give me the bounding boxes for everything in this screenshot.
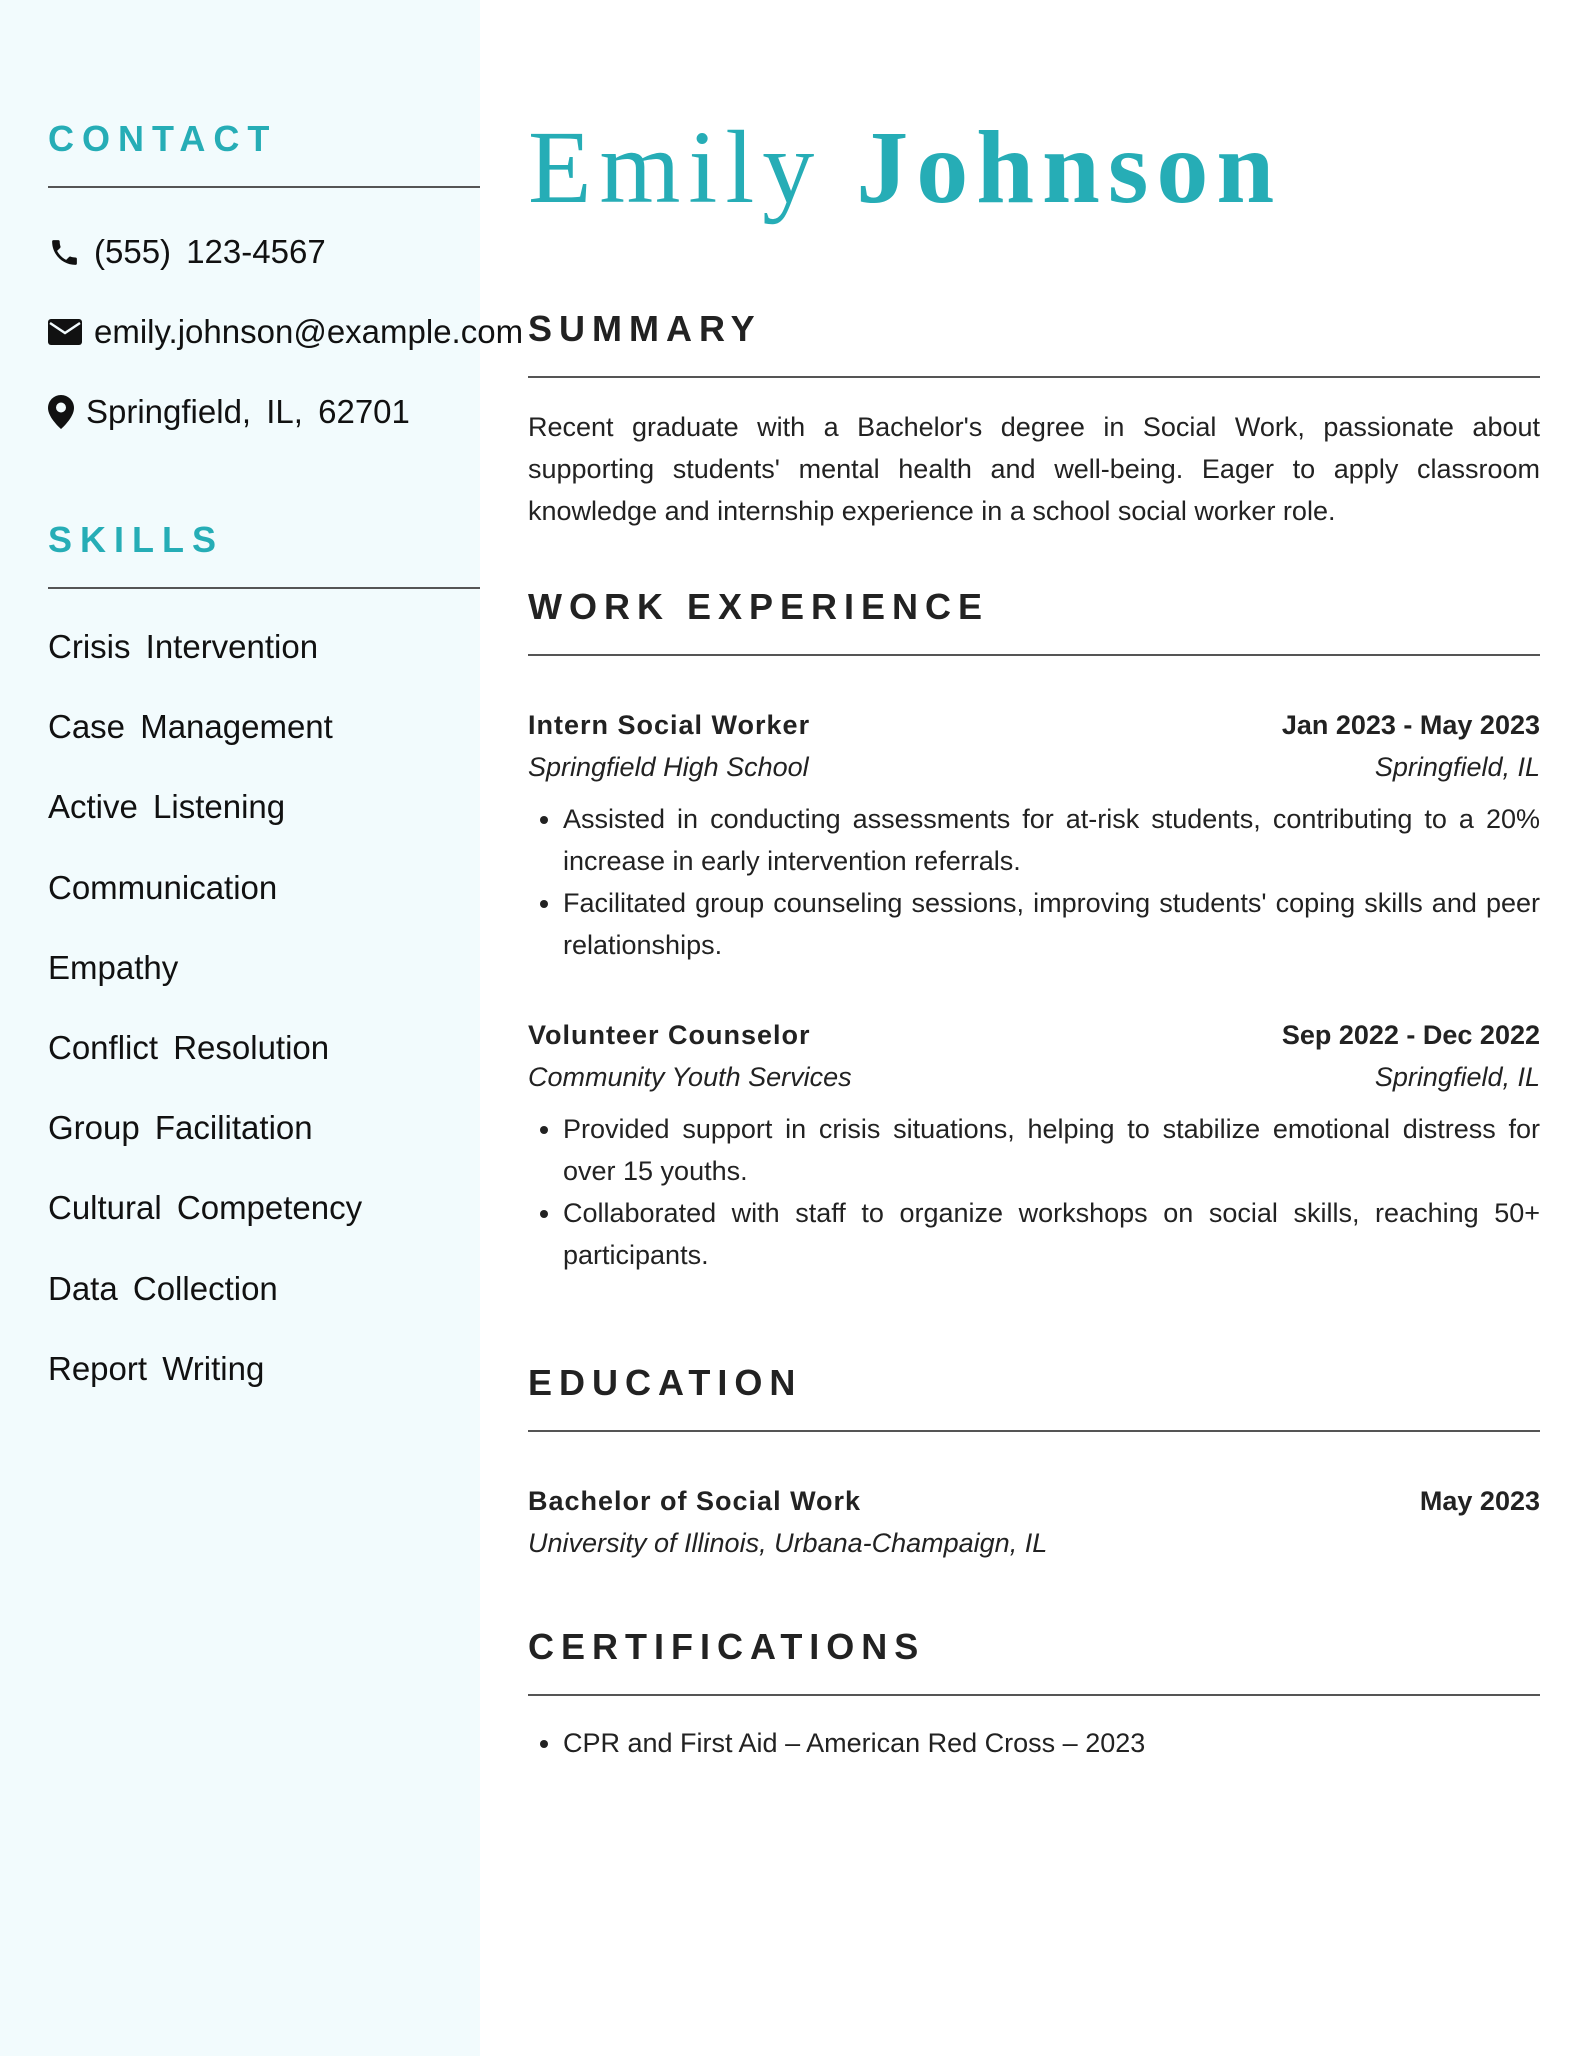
education-entry <box>528 1480 1540 1564</box>
certifications-section <box>528 1626 1540 1764</box>
certifications-heading: CERTIFICATIONS <box>528 1626 926 1667</box>
education-heading: EDUCATION <box>528 1362 803 1403</box>
experience-divider <box>528 654 1540 656</box>
education-divider <box>528 1430 1540 1432</box>
skill-item: Case Management <box>48 708 333 746</box>
contact-list <box>48 212 524 452</box>
job-entry <box>528 704 1540 966</box>
skill-item: Report Writing <box>48 1349 265 1387</box>
sidebar <box>0 0 524 2056</box>
certifications-list <box>528 1722 1540 1764</box>
candidate-name <box>528 108 1282 228</box>
skill-item: Conflict Resolution <box>48 1028 330 1066</box>
summary-heading: SUMMARY <box>528 308 762 349</box>
contact-location <box>48 372 480 452</box>
degree-title: Bachelor of Social Work <box>528 1486 862 1516</box>
skills-section <box>48 519 480 1409</box>
first-name: Emily <box>528 110 823 225</box>
skill-item: Communication <box>48 868 278 906</box>
summary-divider <box>528 376 1540 378</box>
certifications-divider <box>528 1694 1540 1696</box>
job-bullets <box>528 798 1540 966</box>
skills-list <box>48 607 480 1409</box>
contact-divider <box>48 186 480 188</box>
job-location: Springfield, IL <box>1374 752 1540 782</box>
job-dates: Sep 2022 - Dec 2022 <box>1281 1020 1540 1050</box>
contact-email-text: emily.johnson@example.com <box>94 313 524 350</box>
contact-location-text: Springfield, IL, 62701 <box>86 393 410 430</box>
skills-heading: SKILLS <box>48 519 225 560</box>
last-name: Johnson <box>856 110 1283 225</box>
certification-item: • CPR and First Aid – American Red Cross – 2023 <box>563 1722 1540 1764</box>
skill-item: Group Facilitation <box>48 1109 313 1147</box>
skill-item: Active Listening <box>48 788 286 826</box>
job-organization: Community Youth Services <box>528 1062 852 1092</box>
skills-divider <box>48 587 480 589</box>
contact-phone-text: (555) 123-4567 <box>94 233 326 270</box>
job-entry <box>528 1014 1540 1276</box>
job-title: Volunteer Counselor <box>528 1020 811 1050</box>
map-pin-icon <box>48 392 86 432</box>
phone-icon <box>48 232 94 272</box>
bullet-item: • Facilitated group counseling sessions, improving students' coping skills and peer relationships. <box>563 882 1540 966</box>
skill-item: Empathy <box>48 948 179 986</box>
summary-section <box>528 308 1540 532</box>
job-location: Springfield, IL <box>1374 1062 1540 1092</box>
skill-item: Cultural Competency <box>48 1189 363 1227</box>
skill-item: Data Collection <box>48 1269 278 1307</box>
experience-heading: WORK EXPERIENCE <box>528 586 990 627</box>
contact-phone[interactable] <box>48 212 480 292</box>
bullet-item: • Assisted in conducting assessments for at-risk students, contributing to a 20% increase in early intervention referrals. <box>563 798 1540 882</box>
experience-section <box>528 586 1540 1276</box>
contact-email[interactable] <box>48 292 524 372</box>
contact-section <box>48 118 524 452</box>
bullet-item: • Provided support in crisis situations, helping to stabilize emotional distress for over 15 youths. <box>563 1108 1540 1192</box>
contact-heading: CONTACT <box>48 118 278 159</box>
envelope-icon <box>48 312 94 352</box>
skill-item: Crisis Intervention <box>48 628 319 665</box>
job-title: Intern Social Worker <box>528 710 811 740</box>
bullet-item: • Collaborated with staff to organize workshops on social skills, reaching 50+ participants. <box>563 1192 1540 1276</box>
school-name: University of Illinois, Urbana-Champaign, IL <box>528 1528 1048 1558</box>
job-dates: Jan 2023 - May 2023 <box>1281 710 1540 740</box>
job-bullets <box>528 1108 1540 1276</box>
summary-text: Recent graduate with a Bachelor's degree in Social Work, passionate about supporting students' mental health and well-being. Eager to apply classroom knowledge and internship experience in a school social worker role. <box>528 412 1540 526</box>
education-section <box>528 1362 1540 1564</box>
job-organization: Springfield High School <box>528 752 809 782</box>
degree-date: May 2023 <box>1419 1486 1540 1516</box>
